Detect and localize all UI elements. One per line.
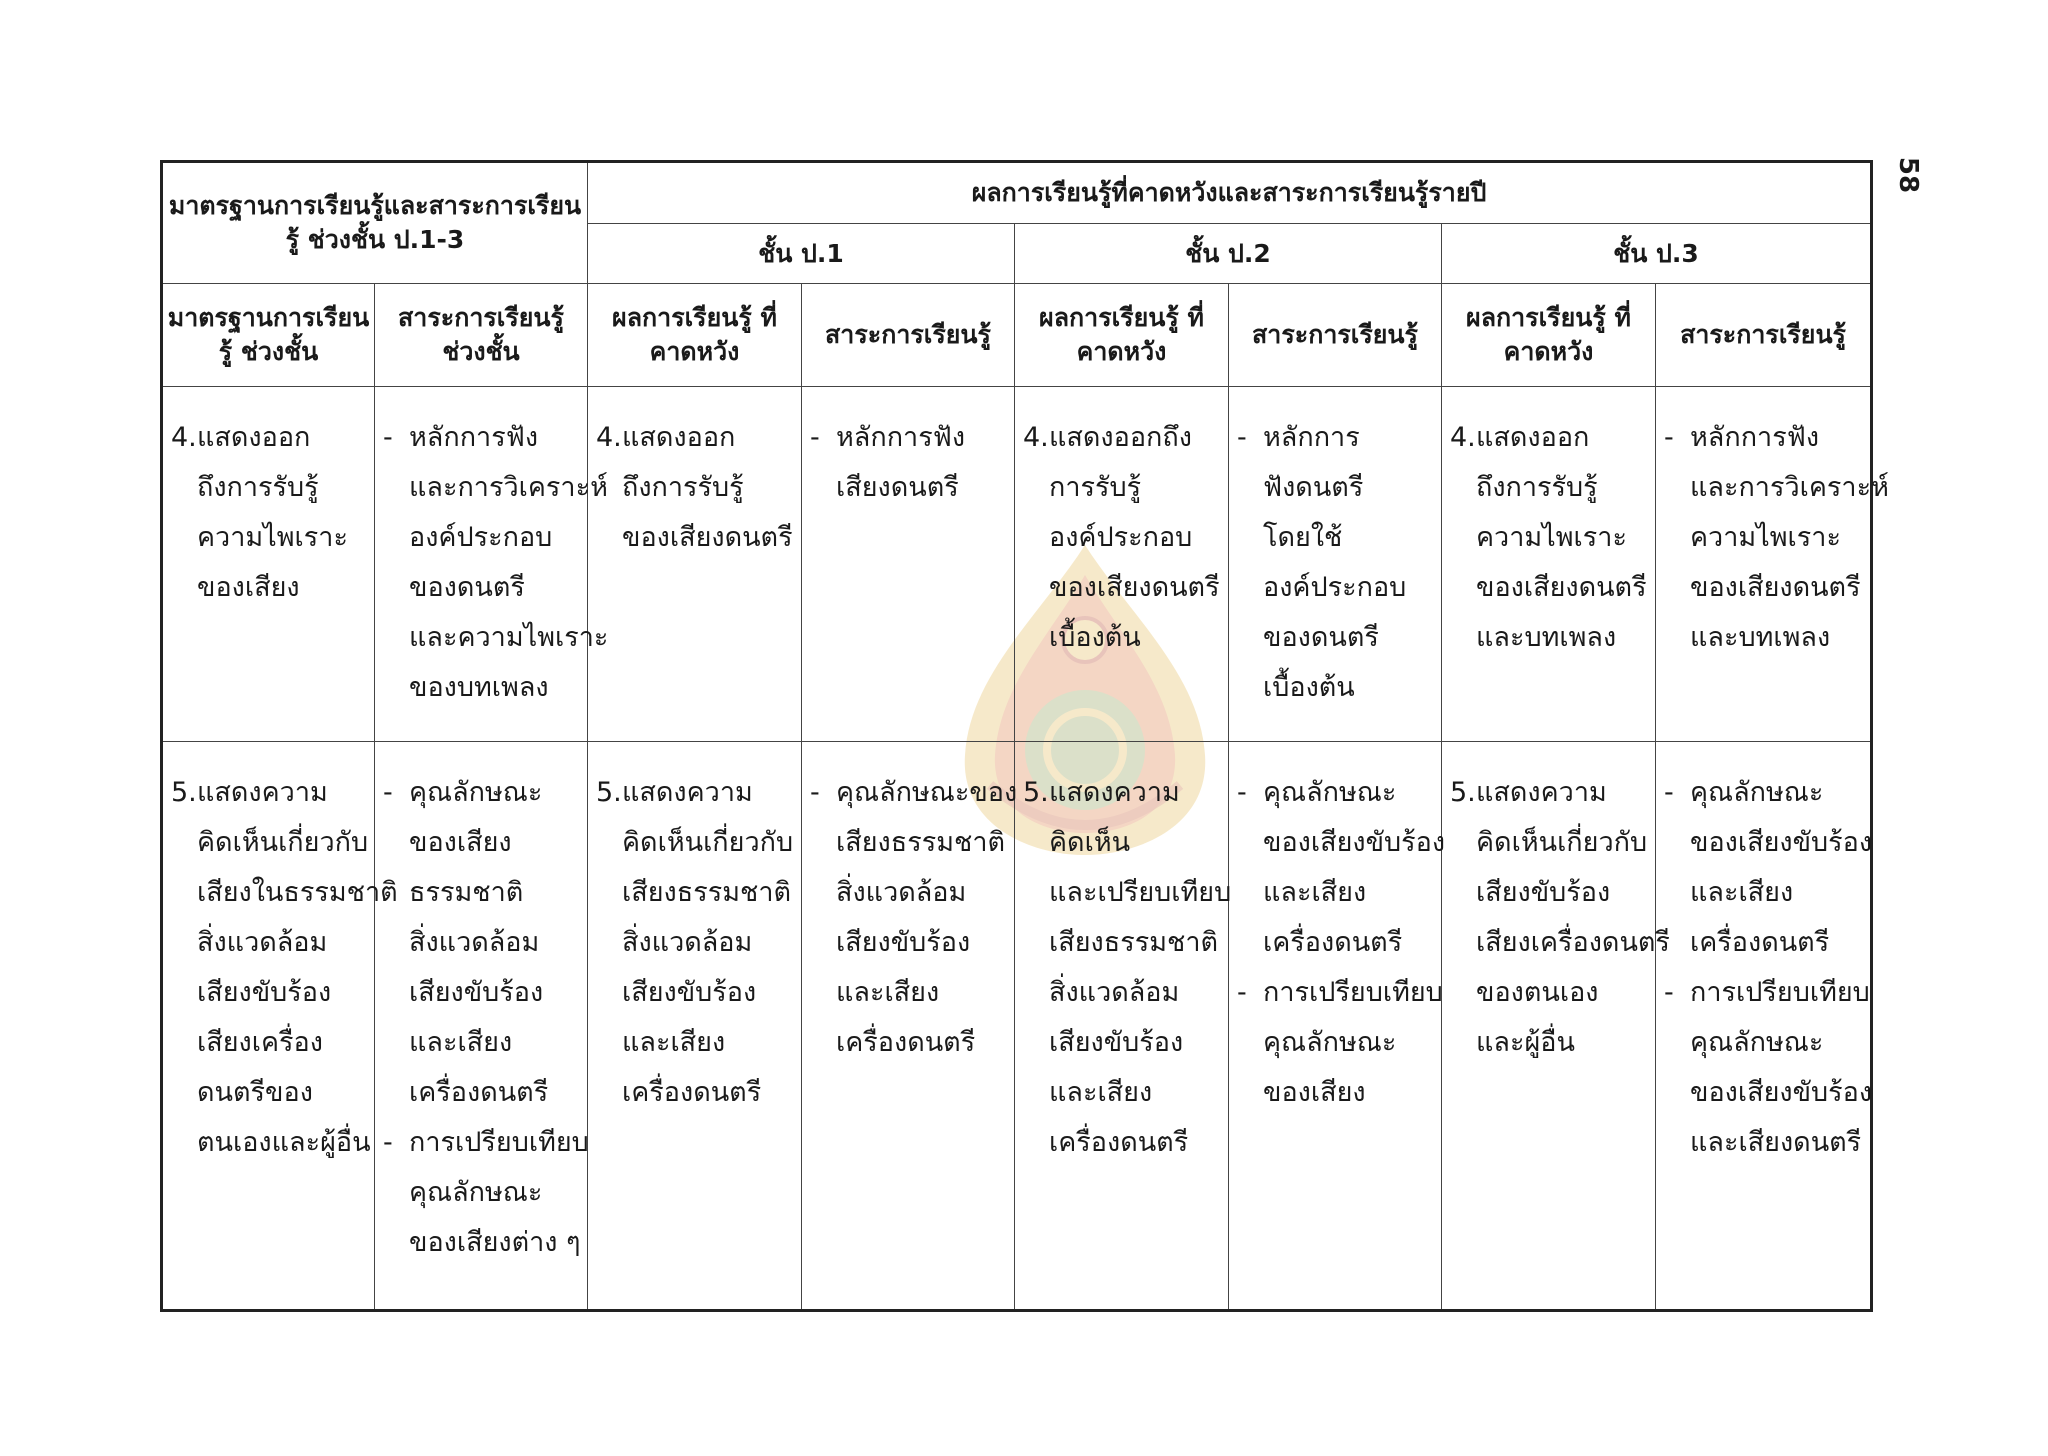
list-item — [1237, 768, 1446, 968]
text-line: สิ่งแวดล้อม — [197, 927, 328, 958]
list-item — [1450, 768, 1670, 1068]
item-text — [1690, 413, 1889, 663]
text-line: และเสียง — [409, 1027, 513, 1058]
text-line: คุณลักษณะ — [409, 777, 543, 808]
item-text — [1263, 768, 1445, 968]
text-line: แสดงออก — [197, 422, 311, 453]
text-line: และการวิเคราะห์ — [1690, 472, 1889, 503]
text-line: เครื่องดนตรี — [622, 1077, 762, 1108]
item-text — [1690, 768, 1872, 968]
text-line: ถึงการรับรู้ — [1476, 472, 1598, 503]
text-line: เสียงดนตรี — [836, 472, 959, 503]
item-text — [197, 768, 398, 1168]
cell-standard — [162, 742, 398, 1311]
text-line: สิ่งแวดล้อม — [836, 877, 967, 908]
text-line: และเปรียบเทียบ — [1049, 877, 1232, 908]
item-marker: - — [383, 1127, 393, 1158]
text-line: ของเสียง — [409, 827, 512, 858]
item-text — [836, 768, 1017, 1068]
text-line: องค์ประกอบ — [1263, 572, 1407, 603]
text-line: คิดเห็นเกี่ยวกับ — [197, 827, 369, 858]
text-line: ความไพเราะ — [1690, 522, 1841, 553]
text-line: และการวิเคราะห์ — [409, 472, 608, 503]
cell-content-range — [375, 742, 588, 1311]
item-marker: - — [1237, 422, 1247, 453]
item-marker: 5. — [596, 777, 622, 808]
item-text — [1049, 413, 1222, 663]
text-line: เสียงธรรมชาติ — [622, 877, 792, 908]
item-marker: - — [1237, 977, 1247, 1008]
right-header: ผลการเรียนรู้ที่คาดหวังและสาระการเรียนรู้รายปี — [588, 162, 1872, 224]
subheader-p3-outcome: ผลการเรียนรู้ ที่คาดหวัง — [1442, 284, 1656, 387]
cell-p1-outcome — [588, 387, 802, 742]
list-item — [171, 413, 368, 613]
cell-p1-content — [802, 742, 1018, 1311]
list-item — [383, 768, 581, 1118]
text-line: สิ่งแวดล้อม — [409, 927, 540, 958]
item-marker: - — [810, 777, 820, 808]
subheader-content-range: สาระการเรียนรู้ ช่วงชั้น — [375, 284, 588, 387]
text-line: เสียงขับร้อง — [1049, 1027, 1184, 1058]
text-line: คุณลักษณะ — [1263, 777, 1397, 808]
text-line: และความไพเราะ — [409, 622, 609, 653]
list-item — [1237, 968, 1443, 1118]
text-line: แสดงความ — [197, 777, 328, 808]
text-line: แสดงความ — [1049, 777, 1180, 808]
list-item — [1237, 413, 1435, 713]
grade-header-p3: ชั้น ป.3 — [1442, 224, 1872, 284]
item-text — [1049, 768, 1231, 1168]
item-text — [409, 1118, 589, 1268]
list-item — [383, 413, 609, 713]
item-marker: - — [1237, 777, 1247, 808]
curriculum-table — [160, 160, 1889, 1312]
text-line: การเปรียบเทียบ — [1263, 977, 1443, 1008]
text-line: เสียงเครื่อง — [197, 1027, 323, 1058]
cell-p1-outcome — [588, 742, 802, 1311]
text-line: และเสียง — [1690, 877, 1794, 908]
text-line: ของตนเอง — [1476, 977, 1599, 1008]
item-marker: 5. — [1450, 777, 1476, 808]
cell-p1-content — [802, 387, 1015, 742]
text-line: เสียงขับร้อง — [836, 927, 971, 958]
subheader-p1-content: สาระการเรียนรู้ — [802, 284, 1015, 387]
text-line: แสดงความ — [1476, 777, 1607, 808]
item-text — [1476, 413, 1649, 663]
text-line: คิดเห็น — [1049, 827, 1131, 858]
text-line: และเสียงดนตรี — [1690, 1127, 1862, 1158]
text-line: เครื่องดนตรี — [1049, 1127, 1189, 1158]
item-text — [836, 413, 1008, 513]
text-line: และเสียง — [836, 977, 940, 1008]
cell-p3-content — [1656, 387, 1889, 742]
cell-standard — [162, 387, 375, 742]
left-header: มาตรฐานการเรียนรู้และสาระการเรียนรู้ ช่วงชั้น ป.1-3 — [162, 162, 588, 284]
text-line: องค์ประกอบ — [1049, 522, 1193, 553]
item-marker: 4. — [596, 422, 622, 453]
list-item — [596, 413, 795, 563]
text-line: เสียงขับร้อง — [622, 977, 757, 1008]
text-line: คุณลักษณะ — [1690, 777, 1824, 808]
item-marker: - — [1664, 422, 1674, 453]
text-line: ของเสียงขับร้อง — [1690, 1077, 1873, 1108]
cell-p3-content — [1656, 742, 1872, 1311]
text-line: แสดงความ — [622, 777, 753, 808]
text-line: เสียงขับร้อง — [409, 977, 544, 1008]
text-line: เครื่องดนตรี — [1263, 927, 1403, 958]
text-line: สิ่งแวดล้อม — [622, 927, 753, 958]
list-item — [1023, 768, 1232, 1168]
text-line: ความไพเราะ — [1476, 522, 1627, 553]
item-text — [409, 768, 581, 1118]
text-line: และเสียง — [622, 1027, 726, 1058]
text-line: เสียงขับร้อง — [1476, 877, 1611, 908]
item-marker: 4. — [1450, 422, 1476, 453]
item-marker: - — [383, 777, 393, 808]
text-line: หลักการ — [1263, 422, 1360, 453]
text-line: คิดเห็นเกี่ยวกับ — [622, 827, 794, 858]
cell-p2-content — [1229, 387, 1442, 742]
text-line: สิ่งแวดล้อม — [1049, 977, 1180, 1008]
list-item — [1023, 413, 1222, 663]
list-item — [596, 768, 795, 1118]
text-line: ของเสียงดนตรี — [1476, 572, 1647, 603]
list-item — [171, 768, 398, 1168]
text-line: เครื่องดนตรี — [836, 1027, 976, 1058]
text-line: เบื้องต้น — [1049, 622, 1141, 653]
item-text — [1476, 768, 1670, 1068]
text-line: แสดงออก — [622, 422, 736, 453]
text-line: ของเสียงดนตรี — [622, 522, 793, 553]
subheader-p2-content: สาระการเรียนรู้ — [1229, 284, 1442, 387]
text-line: หลักการฟัง — [409, 422, 539, 453]
text-line: ของเสียง — [197, 572, 300, 603]
item-text — [1263, 968, 1443, 1118]
text-line: และบทเพลง — [1690, 622, 1831, 653]
list-item — [810, 413, 1008, 513]
text-line: โดยใช้ — [1263, 522, 1343, 553]
list-item — [1664, 768, 1873, 968]
text-line: เครื่องดนตรี — [1690, 927, 1830, 958]
text-line: แสดงออกถึง — [1049, 422, 1192, 453]
text-line: ถึงการรับรู้ — [622, 472, 744, 503]
list-item — [1664, 968, 1873, 1168]
text-line: การเปรียบเทียบ — [409, 1127, 589, 1158]
item-text — [409, 413, 608, 713]
text-line: ฟังดนตรี — [1263, 472, 1364, 503]
text-line: คุณลักษณะ — [409, 1177, 543, 1208]
text-line: เสียงในธรรมชาติ — [197, 877, 398, 908]
text-line: คุณลักษณะของ — [836, 777, 1018, 808]
item-marker: 5. — [171, 777, 197, 808]
subheader-p1-outcome: ผลการเรียนรู้ ที่คาดหวัง — [588, 284, 802, 387]
text-line: เสียงธรรมชาติ — [1049, 927, 1219, 958]
item-marker: - — [383, 422, 393, 453]
item-text — [197, 413, 368, 613]
text-line: เสียงขับร้อง — [197, 977, 332, 1008]
cell-content-range — [375, 387, 609, 742]
text-line: และเสียง — [1049, 1077, 1153, 1108]
cell-p2-outcome — [1015, 742, 1232, 1311]
text-line: ตนเองและผู้อื่น — [197, 1127, 371, 1158]
table-row — [162, 387, 1872, 742]
text-line: เสียงเครื่องดนตรี — [1476, 927, 1670, 958]
cell-p3-outcome — [1442, 387, 1656, 742]
item-marker: 4. — [171, 422, 197, 453]
list-item — [1450, 413, 1649, 663]
text-line: คุณลักษณะ — [1690, 1027, 1824, 1058]
text-line: ดนตรีของ — [197, 1077, 313, 1108]
text-line: การเปรียบเทียบ — [1690, 977, 1870, 1008]
text-line: ของเสียงขับร้อง — [1690, 827, 1873, 858]
text-line: เสียงธรรมชาติ — [836, 827, 1006, 858]
text-line: ของเสียงดนตรี — [1690, 572, 1861, 603]
item-text — [622, 413, 795, 563]
subheader-p3-content: สาระการเรียนรู้ — [1656, 284, 1872, 387]
text-line: เบื้องต้น — [1263, 672, 1355, 703]
page-number: 58 — [1893, 156, 1923, 194]
text-line: การรับรู้ — [1049, 472, 1142, 503]
text-line: ของดนตรี — [409, 572, 525, 603]
item-marker: - — [810, 422, 820, 453]
text-line: ของเสียงต่าง ๆ — [409, 1227, 581, 1258]
text-line: หลักการฟัง — [836, 422, 966, 453]
cell-p3-outcome — [1442, 742, 1670, 1311]
table-row — [162, 742, 1872, 1311]
text-line: ของเสียง — [1263, 1077, 1366, 1108]
cell-p2-content — [1229, 742, 1446, 1311]
list-item — [1664, 413, 1889, 663]
text-line: และเสียง — [1263, 877, 1367, 908]
text-line: คิดเห็นเกี่ยวกับ — [1476, 827, 1648, 858]
text-line: ของเสียงดนตรี — [1049, 572, 1220, 603]
item-text — [1690, 968, 1872, 1168]
text-line: ความไพเราะ — [197, 522, 348, 553]
text-line: หลักการฟัง — [1690, 422, 1820, 453]
cell-p2-outcome — [1015, 387, 1229, 742]
subheader-standard: มาตรฐานการเรียนรู้ ช่วงชั้น — [162, 284, 375, 387]
item-marker: 4. — [1023, 422, 1049, 453]
text-line: แสดงออก — [1476, 422, 1590, 453]
item-marker: - — [1664, 977, 1674, 1008]
text-line: ธรรมชาติ — [409, 877, 524, 908]
grade-header-p2: ชั้น ป.2 — [1015, 224, 1442, 284]
text-line: องค์ประกอบ — [409, 522, 553, 553]
list-item — [810, 768, 1018, 1068]
item-marker: 5. — [1023, 777, 1049, 808]
grade-header-p1: ชั้น ป.1 — [588, 224, 1015, 284]
item-marker: - — [1664, 777, 1674, 808]
item-text — [622, 768, 795, 1118]
text-line: ของบทเพลง — [409, 672, 549, 703]
text-line: คุณลักษณะ — [1263, 1027, 1397, 1058]
text-line: ของดนตรี — [1263, 622, 1379, 653]
text-line: ถึงการรับรู้ — [197, 472, 319, 503]
item-text — [1263, 413, 1435, 713]
text-line: และผู้อื่น — [1476, 1027, 1575, 1058]
list-item — [383, 1118, 589, 1268]
text-line: ของเสียงขับร้อง — [1263, 827, 1446, 858]
text-line: และบทเพลง — [1476, 622, 1617, 653]
text-line: เครื่องดนตรี — [409, 1077, 549, 1108]
subheader-p2-outcome: ผลการเรียนรู้ ที่คาดหวัง — [1015, 284, 1229, 387]
